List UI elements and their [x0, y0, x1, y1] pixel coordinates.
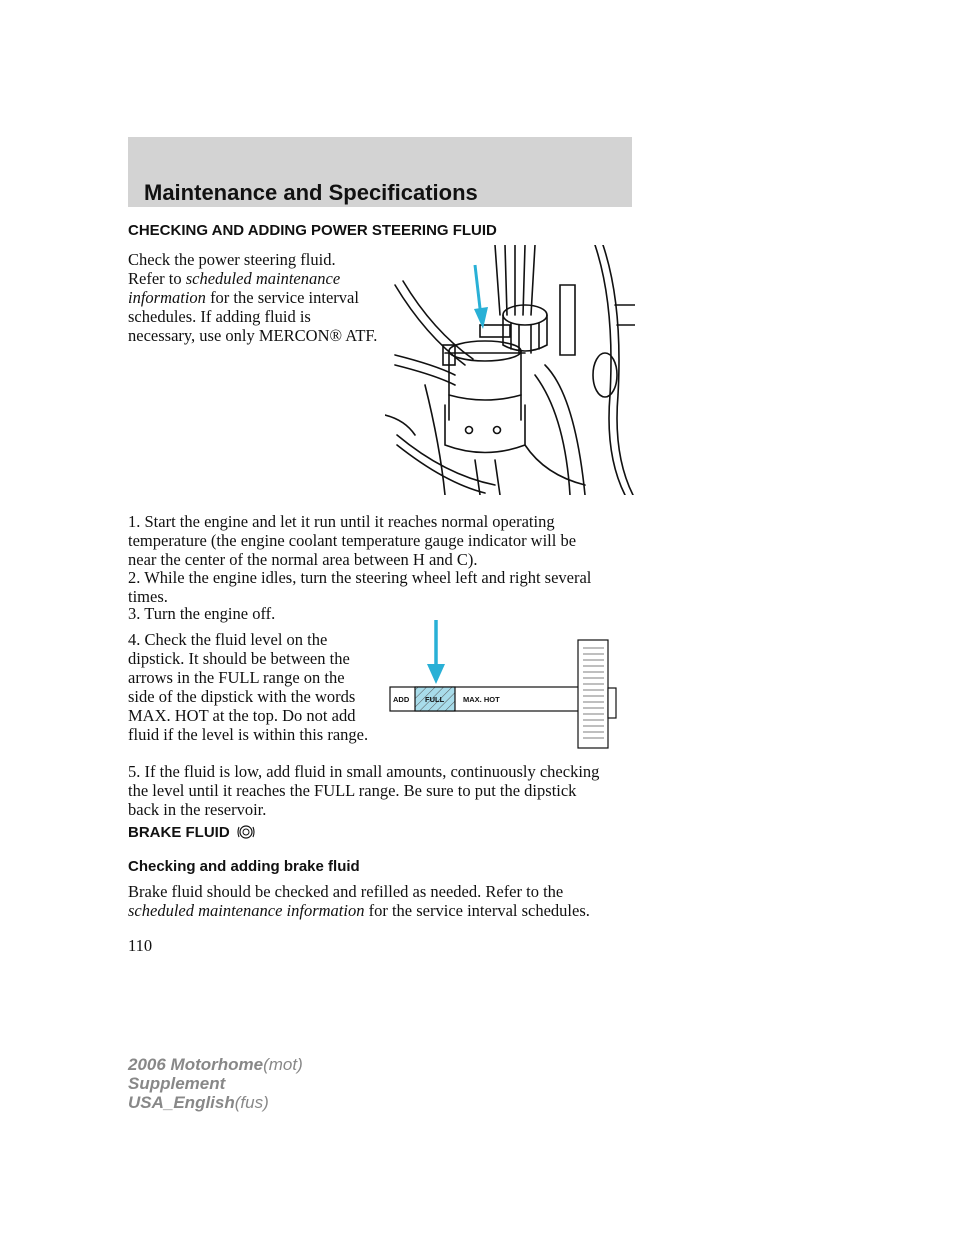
dipstick-label-add: ADD — [393, 695, 410, 704]
section-heading-power-steering: CHECKING AND ADDING POWER STEERING FLUID — [128, 222, 497, 239]
link-scheduled-maintenance-info: scheduled maintenance information — [128, 901, 365, 920]
subheading-checking-brake-fluid: Checking and adding brake fluid — [128, 858, 360, 875]
intro-paragraph: Check the power steering fluid. Refer to scheduled maintenance information for the service interval schedules. If adding fluid is necessary, use only MERCON® ATF. — [128, 250, 378, 345]
dipstick-label-max-hot: MAX. HOT — [463, 695, 500, 704]
dipstick-illustration — [385, 618, 625, 758]
brake-paragraph: Brake fluid should be checked and refilled as needed. Refer to the scheduled maintenance information for the service interval schedules. — [128, 882, 590, 920]
power-steering-reservoir-illustration — [385, 245, 635, 495]
dipstick-label-full: FULL — [425, 695, 445, 704]
step-1: 1. Start the engine and let it run until it reaches normal operating temperature (the engine coolant temperature gauge indicator will be near the center of the normal area between H and C). — [128, 512, 577, 569]
link-scheduled-maintenance: scheduled maintenance — [185, 269, 341, 288]
section-heading-brake-fluid: BRAKE FLUID — [128, 822, 256, 842]
page-header-title: Maintenance and Specifications — [144, 180, 478, 205]
step-4: 4. Check the fluid level on the dipstick. It should be between the arrows in the FULL range on the side of the dipstick with the words MAX. HOT at the top. Do not add fluid if the level is within this range. — [128, 630, 369, 744]
step-3: 3. Turn the engine off. — [128, 604, 276, 623]
footer-edition-info: 2006 Motorhome(mot) Supplement USA_English(fus) — [128, 1055, 303, 1112]
step-5: 5. If the fluid is low, add fluid in small amounts, continuously checking the level until it reaches the FULL range. Be sure to put the dipstick back in the reservoir. — [128, 762, 600, 819]
page-number: 110 — [128, 936, 153, 955]
step-2: 2. While the engine idles, turn the steering wheel left and right several times. — [128, 568, 592, 606]
brake-warning-icon — [236, 822, 256, 842]
